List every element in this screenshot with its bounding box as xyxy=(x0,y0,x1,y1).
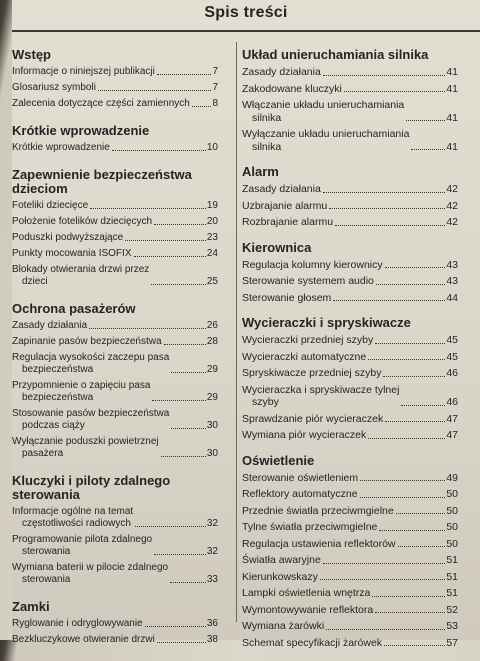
entry-title-wrap xyxy=(12,216,152,228)
entry-title-wrap xyxy=(12,634,155,646)
toc-entry[interactable] xyxy=(12,200,218,212)
dot-leader xyxy=(154,554,206,555)
dot-leader xyxy=(360,480,445,481)
toc-entry[interactable] xyxy=(242,216,458,229)
page-number: 53 xyxy=(446,620,458,632)
page-number: 52 xyxy=(446,603,458,616)
toc-entry[interactable] xyxy=(12,336,218,348)
entry-title-wrap xyxy=(12,506,133,530)
entry-title: Wycieraczki przedniej szyby xyxy=(242,334,374,346)
dot-leader xyxy=(333,300,445,301)
toc-section xyxy=(242,316,458,442)
entry-title: Sterowanie głosem xyxy=(242,291,332,304)
entry-title: Włączanie układu unieruchamiania xyxy=(242,99,405,111)
toc-section xyxy=(242,48,458,153)
dot-leader xyxy=(326,629,445,630)
page-number: 45 xyxy=(446,334,458,346)
toc-section xyxy=(12,600,218,646)
page-number: 30 xyxy=(206,448,218,459)
title-rule xyxy=(12,30,480,32)
toc-entry[interactable] xyxy=(12,506,218,530)
page-number: 29 xyxy=(206,364,218,375)
entry-title: Położenie fotelików dziecięcych xyxy=(12,216,153,227)
entry-title: Wymontowywanie reflektora xyxy=(242,603,374,616)
dot-leader xyxy=(125,240,206,241)
toc-entry[interactable] xyxy=(242,505,458,518)
entry-title: Glosariusz symboli xyxy=(12,82,96,93)
dot-leader xyxy=(375,612,445,613)
dot-leader xyxy=(398,546,446,547)
entry-title-wrap xyxy=(242,620,324,633)
dot-leader xyxy=(323,75,446,76)
page-number: 42 xyxy=(446,183,458,195)
entry-title: Regulacja wysokości zaczepu pasa xyxy=(12,352,170,363)
entry-title: Zalecenia dotyczące części zamiennych xyxy=(12,98,190,109)
entry-title-wrap xyxy=(242,429,366,442)
page-number: 32 xyxy=(206,518,218,529)
entry-title: Informacje ogólne na temat xyxy=(12,506,134,517)
entry-title-wrap xyxy=(12,534,152,558)
entry-title-wrap xyxy=(242,637,382,650)
toc-entry[interactable] xyxy=(12,534,218,558)
entry-title-wrap xyxy=(12,320,87,332)
entry-title: Wymiana piór wycieraczek xyxy=(242,429,367,441)
toc-entry[interactable] xyxy=(12,618,218,630)
page-number: 57 xyxy=(446,636,458,649)
dot-leader xyxy=(385,267,446,268)
entry-title: Bezkluczykowe otwieranie drzwi xyxy=(12,634,155,645)
toc-entry[interactable] xyxy=(12,248,218,260)
page-number: 46 xyxy=(446,396,458,408)
dot-leader xyxy=(375,343,445,344)
dot-leader xyxy=(329,208,445,209)
entry-title-wrap xyxy=(12,352,169,376)
section-title: Wycieraczki i spryskiwacze xyxy=(242,315,411,330)
dot-leader xyxy=(98,90,212,91)
entry-title-continuation: szyby xyxy=(252,396,279,408)
entry-title-wrap xyxy=(242,554,321,567)
toc-entry[interactable] xyxy=(242,334,458,347)
entry-title: Sterowanie systemem audio xyxy=(242,275,374,287)
toc-entry[interactable] xyxy=(12,562,218,586)
page-number: 41 xyxy=(446,82,458,95)
page-number: 49 xyxy=(446,471,458,484)
page-number: 42 xyxy=(446,199,458,212)
entry-title-wrap xyxy=(12,408,169,432)
entry-title-continuation: bezpieczeństwa xyxy=(22,392,94,403)
section-title: Ochrona pasażerów xyxy=(12,301,136,316)
entry-title-wrap xyxy=(242,587,370,600)
dot-leader xyxy=(376,284,445,285)
entry-title-wrap xyxy=(242,292,331,305)
page-title: Spis treści xyxy=(204,4,288,21)
toc-entry[interactable] xyxy=(242,620,458,633)
entry-title: Wymiana baterii w pilocie zdalnego xyxy=(12,562,169,573)
toc-entry[interactable] xyxy=(12,98,218,110)
dot-leader xyxy=(152,400,205,401)
toc-entry[interactable] xyxy=(242,183,458,196)
toc-entry[interactable] xyxy=(242,604,458,617)
section-title: Oświetlenie xyxy=(242,452,315,468)
page-number: 36 xyxy=(206,618,218,629)
entry-title: Regulacja kolumny kierownicy xyxy=(242,258,383,271)
dot-leader xyxy=(145,626,206,627)
entry-title-wrap xyxy=(242,183,321,196)
entry-title-wrap xyxy=(242,521,377,534)
toc-section xyxy=(12,168,218,288)
entry-title-wrap xyxy=(12,618,143,630)
entry-title-wrap xyxy=(242,216,333,229)
toc-entry[interactable] xyxy=(242,128,458,153)
section-title: Układ unieruchamiania silnika xyxy=(242,47,429,62)
entry-title-wrap xyxy=(242,259,383,272)
entry-title: Krótkie wprowadzenie xyxy=(12,142,110,153)
entry-title-wrap xyxy=(242,351,366,364)
entry-title: Zasady działania xyxy=(242,66,321,78)
page-number: 50 xyxy=(446,504,458,517)
dot-leader xyxy=(360,497,446,498)
page-number: 45 xyxy=(446,350,458,363)
dot-leader xyxy=(89,328,206,329)
toc-entry[interactable] xyxy=(12,216,218,228)
dot-leader xyxy=(396,513,446,514)
entry-title-wrap xyxy=(12,264,149,288)
dot-leader xyxy=(344,91,446,92)
entry-title: Blokady otwierania drzwi przez xyxy=(12,264,150,275)
entry-title-wrap xyxy=(12,436,159,460)
toc-entry[interactable] xyxy=(242,83,458,96)
entry-title-wrap xyxy=(12,200,88,212)
page-number: 8 xyxy=(212,98,218,109)
toc-entry[interactable] xyxy=(12,66,218,78)
dot-leader xyxy=(171,372,206,373)
toc-entry[interactable] xyxy=(242,413,458,426)
section-title: Zamki xyxy=(12,599,50,614)
page-number: 43 xyxy=(446,258,458,271)
column-divider xyxy=(236,42,237,622)
entry-title-wrap xyxy=(242,538,396,551)
entry-title-wrap xyxy=(242,505,394,518)
page-number: 44 xyxy=(446,291,458,304)
entry-title-continuation: silnika xyxy=(252,140,282,153)
dot-leader xyxy=(368,438,445,439)
entry-title: Tylne światła przeciwmgielne xyxy=(242,521,378,533)
entry-title-continuation: silnika xyxy=(252,111,282,124)
entry-title: Uzbrajanie alarmu xyxy=(242,199,328,212)
page-number: 25 xyxy=(206,276,218,287)
entry-title-wrap xyxy=(12,142,110,154)
toc-entry[interactable] xyxy=(242,367,458,380)
page-number: 38 xyxy=(206,634,218,645)
toc-entry[interactable] xyxy=(12,320,218,332)
entry-title-wrap xyxy=(12,248,132,260)
entry-title-wrap xyxy=(242,128,409,153)
entry-title: Punkty mocowania ISOFIX xyxy=(12,248,132,259)
toc-entry[interactable] xyxy=(12,634,218,646)
toc-entry[interactable] xyxy=(242,538,458,551)
page-number: 10 xyxy=(206,142,218,153)
dot-leader xyxy=(384,645,445,646)
toc-entry[interactable] xyxy=(242,66,458,79)
entry-title: Wymiana żarówki xyxy=(242,620,325,632)
entry-title-wrap xyxy=(242,275,374,288)
entry-title-wrap xyxy=(12,232,123,244)
entry-title-continuation: częstotliwości radiowych xyxy=(22,518,131,529)
toc-entry[interactable] xyxy=(12,380,218,404)
entry-title: Wycieraczki automatyczne xyxy=(242,350,367,363)
toc-entry[interactable] xyxy=(12,408,218,432)
entry-title-continuation: podczas ciąży xyxy=(22,420,85,431)
page-number: 47 xyxy=(446,412,458,425)
entry-title: Poduszki podwyższające xyxy=(12,232,124,243)
entry-title: Stosowanie pasów bezpieczeństwa xyxy=(12,408,170,419)
dot-leader xyxy=(157,74,212,75)
entry-title: Sterowanie oświetleniem xyxy=(242,471,359,484)
entry-title: Ryglowanie i odryglowywanie xyxy=(12,618,143,629)
page-number: 7 xyxy=(212,66,218,77)
dot-leader xyxy=(406,120,445,121)
dot-leader xyxy=(170,582,206,583)
dot-leader xyxy=(401,405,445,406)
entry-title: Zakodowane kluczyki xyxy=(242,82,342,95)
page-number: 51 xyxy=(446,587,458,599)
entry-title: Zasady działania xyxy=(12,320,88,331)
page-number: 51 xyxy=(446,570,458,583)
entry-title-wrap xyxy=(242,384,399,409)
toc-entry[interactable] xyxy=(242,488,458,501)
entry-title-continuation: pasażera xyxy=(22,448,64,459)
entry-title-wrap xyxy=(242,571,318,584)
entry-title: Programowanie pilota zdalnego xyxy=(12,534,153,545)
entry-title-wrap xyxy=(12,336,162,348)
page-number: 23 xyxy=(206,232,218,243)
entry-title-wrap xyxy=(242,604,373,617)
toc-entry[interactable] xyxy=(12,352,218,376)
section-title: Kluczyki i piloty zdalnego sterowania xyxy=(12,473,171,502)
toc-section xyxy=(12,48,218,110)
toc-entry[interactable] xyxy=(12,142,218,154)
entry-title-continuation: sterowania xyxy=(22,546,71,557)
page-number: 24 xyxy=(206,248,218,259)
section-title: Kierownica xyxy=(242,239,312,255)
toc-entry[interactable] xyxy=(242,292,458,305)
entry-title: Reflektory automatyczne xyxy=(242,488,358,500)
document-page xyxy=(12,0,480,649)
toc-entry[interactable] xyxy=(242,259,458,272)
toc-section xyxy=(242,454,458,650)
left-column xyxy=(12,48,218,660)
dot-leader xyxy=(383,376,445,377)
toc-section xyxy=(242,241,458,305)
toc-entry[interactable] xyxy=(242,351,458,364)
toc-entry[interactable] xyxy=(242,554,458,567)
dot-leader xyxy=(411,149,445,150)
toc-entry[interactable] xyxy=(242,587,458,600)
dot-leader xyxy=(320,579,445,580)
page-number: 30 xyxy=(206,420,218,431)
dot-leader xyxy=(192,106,212,107)
entry-title: Spryskiwacze przedniej szyby xyxy=(242,367,382,379)
entry-title: Wyłączanie poduszki powietrznej xyxy=(12,436,159,447)
dot-leader xyxy=(171,428,206,429)
dot-leader xyxy=(379,530,445,531)
entry-title-wrap xyxy=(242,488,358,501)
dot-leader xyxy=(368,359,445,360)
entry-title: Schemat specyfikacji żarówek xyxy=(242,636,383,649)
toc-entry[interactable] xyxy=(242,429,458,442)
toc-section xyxy=(12,474,218,586)
toc-section xyxy=(12,124,218,154)
entry-title-continuation: bezpieczeństwa xyxy=(22,364,94,375)
entry-title: Zapinanie pasów bezpieczeństwa xyxy=(12,336,162,347)
dot-leader xyxy=(112,150,206,151)
toc-entry[interactable] xyxy=(12,232,218,244)
page-number: 50 xyxy=(446,488,458,500)
dot-leader xyxy=(135,526,206,527)
toc-entry[interactable] xyxy=(12,436,218,460)
dot-leader xyxy=(154,224,206,225)
dot-leader xyxy=(385,421,445,422)
dot-leader xyxy=(157,642,206,643)
toc-entry[interactable] xyxy=(242,571,458,584)
entry-title-wrap xyxy=(242,200,327,213)
entry-title: Regulacja ustawienia reflektorów xyxy=(242,537,396,550)
dot-leader xyxy=(134,256,206,257)
toc-entry[interactable] xyxy=(242,472,458,485)
entry-title: Sprawdzanie piór wycieraczek xyxy=(242,412,384,425)
toc-entry[interactable] xyxy=(242,275,458,288)
entry-title: Wycieraczka i spryskiwacze tylnej xyxy=(242,383,400,396)
page-number: 41 xyxy=(446,140,458,153)
page-number: 51 xyxy=(446,554,458,566)
page-number: 26 xyxy=(206,320,218,331)
entry-title-continuation: sterowania xyxy=(22,574,71,585)
page-number: 33 xyxy=(206,574,218,585)
dot-leader xyxy=(372,596,445,597)
page-number: 41 xyxy=(446,66,458,78)
page-number: 19 xyxy=(206,200,218,211)
page-number: 28 xyxy=(206,336,218,347)
section-title: Zapewnienie bezpieczeństwa dzieciom xyxy=(12,167,192,196)
entry-title: Światła awaryjne xyxy=(242,554,321,566)
page-number: 47 xyxy=(446,429,458,441)
page-number: 50 xyxy=(446,537,458,550)
entry-title-wrap xyxy=(12,380,150,404)
toc-entry[interactable] xyxy=(242,384,458,409)
toc-entry[interactable] xyxy=(242,637,458,650)
toc-entry[interactable] xyxy=(12,264,218,288)
dot-leader xyxy=(151,284,206,285)
toc-entry[interactable] xyxy=(242,200,458,213)
entry-title: Zasady działania xyxy=(242,183,321,195)
entry-title-wrap xyxy=(12,66,155,78)
page-number: 46 xyxy=(446,367,458,379)
section-title: Alarm xyxy=(242,164,279,179)
entry-title-wrap xyxy=(12,98,190,110)
entry-title-wrap xyxy=(242,334,373,347)
toc-entry[interactable] xyxy=(12,82,218,94)
entry-title: Kierunkowskazy xyxy=(242,570,318,583)
entry-title-wrap xyxy=(242,83,342,96)
page-number: 7 xyxy=(212,82,218,93)
entry-title-continuation: dzieci xyxy=(22,276,48,287)
page-number: 29 xyxy=(206,392,218,403)
entry-title: Foteliki dziecięce xyxy=(12,200,89,211)
dot-leader xyxy=(161,456,206,457)
toc-entry[interactable] xyxy=(242,99,458,124)
entry-title-wrap xyxy=(242,99,404,124)
toc-section xyxy=(12,302,218,460)
section-title: Wstęp xyxy=(12,47,51,62)
entry-title-wrap xyxy=(242,66,321,79)
entry-title-wrap xyxy=(12,82,96,94)
page-number: 43 xyxy=(446,275,458,287)
entry-title-wrap xyxy=(12,562,168,586)
right-column xyxy=(242,48,458,661)
toc-section xyxy=(242,165,458,229)
page-number: 32 xyxy=(206,546,218,557)
page-number: 20 xyxy=(206,216,218,227)
entry-title: Informacje o niniejszej publikacji xyxy=(12,66,155,77)
entry-title-wrap xyxy=(242,472,358,485)
entry-title: Wyłączanie układu unieruchamiania xyxy=(242,128,410,140)
entry-title: Rozbrajanie alarmu xyxy=(242,216,334,228)
entry-title-wrap xyxy=(242,367,381,380)
entry-title: Przypomnienie o zapięciu pasa xyxy=(12,380,151,391)
toc-entry[interactable] xyxy=(242,521,458,534)
dot-leader xyxy=(164,344,206,345)
entry-title: Lampki oświetlenia wnętrza xyxy=(242,587,371,599)
page-number: 50 xyxy=(446,521,458,533)
dot-leader xyxy=(323,192,446,193)
section-title: Krótkie wprowadzenie xyxy=(12,123,150,138)
page-number: 41 xyxy=(446,111,458,124)
entry-title-wrap xyxy=(242,413,383,426)
dot-leader xyxy=(90,208,206,209)
entry-title: Przednie światła przeciwmgielne xyxy=(242,504,394,517)
page-number: 42 xyxy=(446,216,458,228)
dot-leader xyxy=(335,225,445,226)
dot-leader xyxy=(323,563,446,564)
